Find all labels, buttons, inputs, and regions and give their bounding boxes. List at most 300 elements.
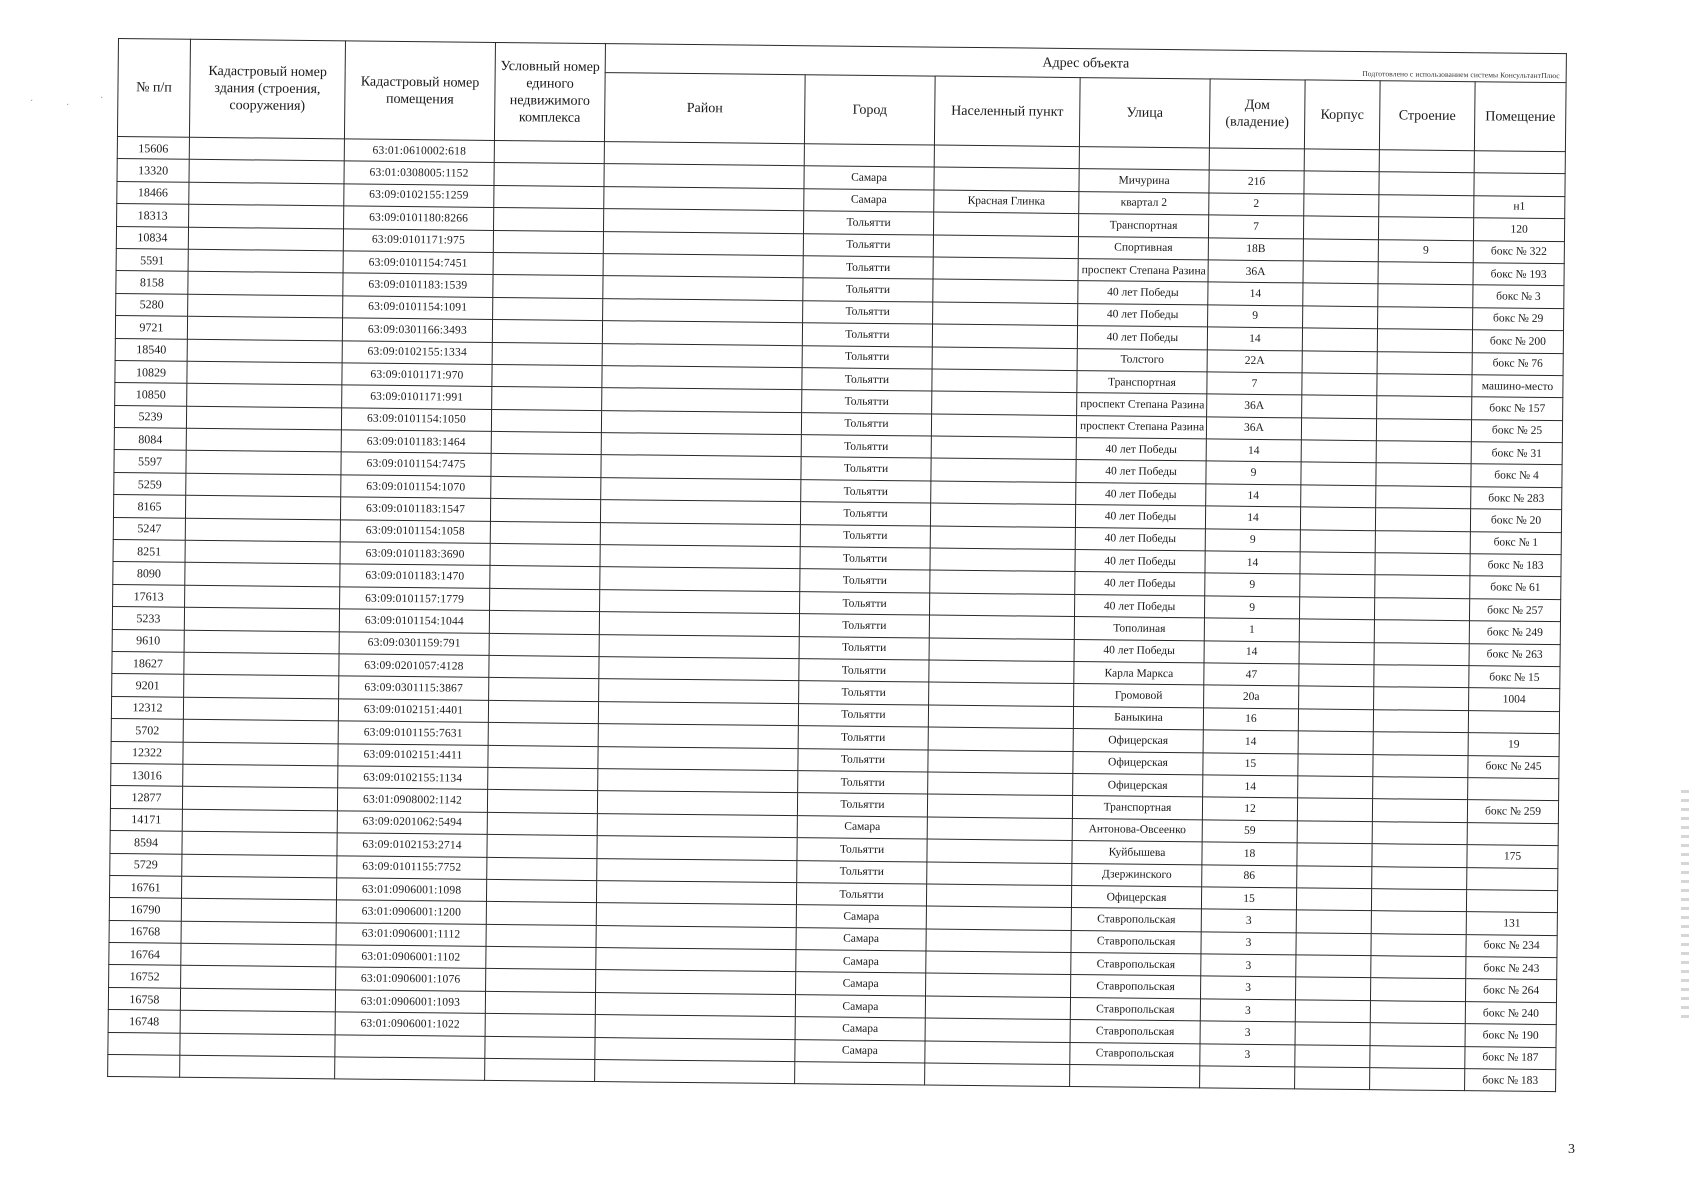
cell-building-cadastral xyxy=(183,764,338,788)
cell-city: Тольятти xyxy=(800,502,930,526)
cell-street: Офицерская xyxy=(1073,751,1203,775)
cell-room: бокс № 249 xyxy=(1469,621,1560,644)
cell-korpus xyxy=(1300,552,1375,575)
cell-building-cadastral xyxy=(181,943,336,967)
cell-house: 14 xyxy=(1203,775,1298,798)
cell-num: 13016 xyxy=(111,763,183,786)
cell-building-cadastral xyxy=(185,540,340,564)
cell-city xyxy=(804,144,934,168)
document-sheet xyxy=(107,38,1566,1113)
cell-district xyxy=(604,209,804,233)
cell-num: 8165 xyxy=(113,495,185,518)
cell-building: 9 xyxy=(1378,239,1473,262)
cell-district xyxy=(601,410,801,434)
cell-num: 18627 xyxy=(112,651,184,674)
cell-building xyxy=(1371,956,1466,979)
cell-street: 40 лет Победы xyxy=(1074,639,1204,663)
cell-settlement xyxy=(926,884,1071,908)
cell-settlement xyxy=(925,1018,1070,1042)
cell-room-cadastral: 63:09:0102153:2714 xyxy=(337,833,487,857)
cell-room-cadastral: 63:09:0102155:1334 xyxy=(342,340,492,364)
cell-street: 40 лет Победы xyxy=(1076,460,1206,484)
cell-city: Тольятти xyxy=(797,860,927,884)
cell-num: 5259 xyxy=(114,472,186,495)
cell-house: 3 xyxy=(1200,999,1295,1022)
cell-building-cadastral xyxy=(188,294,343,318)
cell-korpus xyxy=(1303,216,1378,239)
cell-room: бокс № 234 xyxy=(1466,934,1557,957)
cell-building-cadastral xyxy=(186,473,341,497)
cell-building xyxy=(1370,1068,1465,1091)
cell-house: 3 xyxy=(1201,932,1296,955)
cell-complex-number xyxy=(494,163,604,187)
cell-district xyxy=(599,657,799,681)
cell-district xyxy=(600,522,800,546)
cell-room-cadastral: 63:09:0101154:1050 xyxy=(341,408,491,432)
cell-district xyxy=(596,880,796,904)
cell-house: 22А xyxy=(1207,349,1302,372)
cell-room: бокс № 61 xyxy=(1470,576,1561,599)
cell-settlement xyxy=(927,839,1072,863)
cell-house: 3 xyxy=(1200,1021,1295,1044)
cell-room: бокс № 190 xyxy=(1465,1024,1556,1047)
cell-city: Самара xyxy=(804,166,934,190)
cell-building xyxy=(1376,463,1471,486)
cell-settlement xyxy=(932,347,1077,371)
cell-korpus xyxy=(1296,888,1371,911)
cell-korpus xyxy=(1303,238,1378,261)
cell-room: бокс № 263 xyxy=(1469,643,1560,666)
cell-complex-number xyxy=(485,1058,595,1082)
cell-house: 3 xyxy=(1201,954,1296,977)
cell-complex-number xyxy=(486,924,596,948)
cell-house: 1 xyxy=(1204,618,1299,641)
cell-room: бокс № 183 xyxy=(1470,554,1561,577)
cell-settlement xyxy=(929,660,1074,684)
cell-street: 40 лет Победы xyxy=(1075,550,1205,574)
cell-building-cadastral xyxy=(182,787,337,811)
cell-city: Тольятти xyxy=(797,838,927,862)
cell-building xyxy=(1371,933,1466,956)
cell-street: 40 лет Победы xyxy=(1077,326,1207,350)
cell-room-cadastral: 63:09:0101183:3690 xyxy=(340,542,490,566)
cell-street: Ставропольская xyxy=(1070,997,1200,1021)
cell-district xyxy=(596,903,796,927)
cell-building xyxy=(1376,418,1471,441)
cell-street: Офицерская xyxy=(1071,885,1201,909)
cell-korpus xyxy=(1300,507,1375,530)
cell-house: 12 xyxy=(1202,797,1297,820)
cell-building-cadastral xyxy=(181,876,336,900)
cell-complex-number xyxy=(492,320,602,344)
cell-room-cadastral: 63:09:0102155:1259 xyxy=(344,184,494,208)
cell-street: Тополиная xyxy=(1074,617,1204,641)
cell-room-cadastral: 63:09:0101183:1539 xyxy=(343,273,493,297)
cell-num: 18313 xyxy=(117,204,189,227)
cell-building xyxy=(1370,1045,1465,1068)
cell-building-cadastral xyxy=(185,495,340,519)
cell-building xyxy=(1371,911,1466,934)
cell-num: 16748 xyxy=(108,1010,180,1033)
cell-city: Тольятти xyxy=(801,412,931,436)
cell-district xyxy=(596,948,796,972)
cell-street: Спортивная xyxy=(1078,236,1208,260)
cell-settlement xyxy=(930,570,1075,594)
cell-building xyxy=(1372,799,1467,822)
cell-num: 12322 xyxy=(111,741,183,764)
cell-district xyxy=(601,433,801,457)
cell-korpus xyxy=(1302,395,1377,418)
cell-korpus xyxy=(1299,597,1374,620)
cell-street: 40 лет Победы xyxy=(1074,594,1204,618)
cell-korpus xyxy=(1296,955,1371,978)
cell-district xyxy=(602,365,802,389)
cell-building-cadastral xyxy=(184,630,339,654)
cell-room: бокс № 25 xyxy=(1471,419,1562,442)
cell-num: 8251 xyxy=(113,540,185,563)
cell-building xyxy=(1370,1023,1465,1046)
cell-street: проспект Степана Разина xyxy=(1076,415,1206,439)
cell-city: Тольятти xyxy=(799,681,929,705)
cell-complex-number xyxy=(486,969,596,993)
cell-city: Самара xyxy=(796,950,926,974)
cell-street: Карла Маркса xyxy=(1074,662,1204,686)
cell-building xyxy=(1372,844,1467,867)
cell-complex-number xyxy=(487,857,597,881)
cell-room xyxy=(1474,173,1565,196)
cell-room-cadastral: 63:09:0101154:7475 xyxy=(341,452,491,476)
cell-settlement xyxy=(933,279,1078,303)
cell-building-cadastral xyxy=(187,339,342,363)
cell-room: бокс № 3 xyxy=(1473,285,1564,308)
cell-building xyxy=(1377,351,1472,374)
cell-house: 14 xyxy=(1204,641,1299,664)
cell-city: Тольятти xyxy=(800,524,930,548)
cell-city: Тольятти xyxy=(803,256,933,280)
cell-settlement xyxy=(932,324,1077,348)
cell-street: Дзержинского xyxy=(1072,863,1202,887)
cell-korpus xyxy=(1295,1000,1370,1023)
cell-street: Транспортная xyxy=(1072,796,1202,820)
cell-street: Офицерская xyxy=(1073,729,1203,753)
cell-room xyxy=(1466,890,1557,913)
cell-room-cadastral: 63:09:0101154:1070 xyxy=(341,475,491,499)
cell-room-cadastral: 63:09:0201062:5494 xyxy=(337,811,487,835)
cell-num: 16752 xyxy=(109,965,181,988)
cell-num: 16764 xyxy=(109,943,181,966)
cell-city: Тольятти xyxy=(803,211,933,235)
cell-building-cadastral xyxy=(188,227,343,251)
cell-korpus xyxy=(1298,731,1373,754)
cell-korpus xyxy=(1304,171,1379,194)
cell-street: 40 лет Победы xyxy=(1078,281,1208,305)
cell-room-cadastral: 63:09:0101154:1058 xyxy=(340,519,490,543)
cell-korpus xyxy=(1299,664,1374,687)
header-street: Улица xyxy=(1079,78,1210,148)
cell-room-cadastral: 63:09:0301159:791 xyxy=(339,631,489,655)
cell-district xyxy=(600,589,800,613)
cell-city: Тольятти xyxy=(801,480,931,504)
cell-house xyxy=(1200,1066,1295,1089)
cell-street: 40 лет Победы xyxy=(1075,527,1205,551)
cell-num: 10834 xyxy=(116,226,188,249)
cell-building-cadastral xyxy=(186,428,341,452)
cell-district xyxy=(596,970,796,994)
cell-house: 21б xyxy=(1209,170,1304,193)
cell-room-cadastral: 63:09:0101183:1464 xyxy=(341,430,491,454)
cell-house: 16 xyxy=(1203,708,1298,731)
cell-street: Антонова-Овсеенко xyxy=(1072,818,1202,842)
cell-district xyxy=(597,791,797,815)
cell-room: бокс № 4 xyxy=(1471,464,1562,487)
cell-city: Тольятти xyxy=(802,390,932,414)
header-room: Помещение xyxy=(1474,82,1566,152)
cell-house: 9 xyxy=(1205,529,1300,552)
table-body xyxy=(108,136,1566,1092)
cell-house: 14 xyxy=(1205,551,1300,574)
header-room-cadastral: Кадастровый номер помещения xyxy=(344,41,495,141)
cell-building xyxy=(1377,329,1472,352)
header-settlement: Населенный пункт xyxy=(934,76,1080,147)
cell-building-cadastral xyxy=(186,406,341,430)
cell-house: 9 xyxy=(1205,573,1300,596)
cell-complex-number xyxy=(486,879,596,903)
cell-city: Тольятти xyxy=(802,345,932,369)
cell-complex-number xyxy=(487,812,597,836)
cell-complex-number xyxy=(485,1014,595,1038)
cell-building xyxy=(1379,150,1474,173)
cell-complex-number xyxy=(486,946,596,970)
cell-room-cadastral: 63:09:0101180:8266 xyxy=(344,206,494,230)
cell-building-cadastral xyxy=(181,898,336,922)
cell-room: бокс № 264 xyxy=(1465,979,1556,1002)
cell-settlement xyxy=(928,727,1073,751)
cell-building xyxy=(1373,732,1468,755)
cell-num: 5597 xyxy=(114,450,186,473)
cell-num: 16768 xyxy=(109,920,181,943)
cell-building-cadastral xyxy=(189,137,344,161)
cell-district xyxy=(597,836,797,860)
cell-district xyxy=(602,343,802,367)
cell-room-cadastral: 63:01:0906001:1112 xyxy=(336,923,486,947)
cell-num: 14171 xyxy=(110,808,182,831)
cell-num: 10829 xyxy=(115,360,187,383)
cell-district xyxy=(595,1015,795,1039)
cell-num: 5247 xyxy=(113,517,185,540)
cell-room: бокс № 322 xyxy=(1473,240,1564,263)
cell-room: бокс № 193 xyxy=(1473,263,1564,286)
cell-building-cadastral xyxy=(189,204,344,228)
cell-district xyxy=(604,186,804,210)
cell-settlement xyxy=(930,548,1075,572)
cell-street: 40 лет Победы xyxy=(1076,482,1206,506)
header-complex-number: Условный номер единого недвижимого комплекса xyxy=(494,42,605,141)
cell-num: 9610 xyxy=(112,629,184,652)
cell-settlement xyxy=(927,794,1072,818)
header-num: № п/п xyxy=(117,39,190,138)
cell-district xyxy=(598,701,798,725)
cell-house: 59 xyxy=(1202,820,1297,843)
cell-room xyxy=(1468,710,1559,733)
cell-num xyxy=(108,1032,180,1055)
cell-complex-number xyxy=(493,230,603,254)
cell-korpus xyxy=(1299,686,1374,709)
cell-korpus xyxy=(1297,798,1372,821)
cell-building xyxy=(1370,1001,1465,1024)
cell-house: 14 xyxy=(1208,282,1303,305)
cell-complex-number xyxy=(494,185,604,209)
cell-house: 3 xyxy=(1201,909,1296,932)
cell-room: бокс № 200 xyxy=(1472,330,1563,353)
cell-room: бокс № 157 xyxy=(1472,397,1563,420)
cell-room-cadastral: 63:09:0102155:1134 xyxy=(338,766,488,790)
cell-settlement xyxy=(925,1063,1070,1087)
cell-building-cadastral xyxy=(181,921,336,945)
cell-city: Тольятти xyxy=(799,614,929,638)
cell-korpus xyxy=(1295,1067,1370,1090)
cell-building xyxy=(1375,530,1470,553)
cell-room-cadastral xyxy=(335,1034,485,1058)
cell-room-cadastral: 63:09:0301115:3867 xyxy=(339,676,489,700)
cell-district xyxy=(597,858,797,882)
cell-district xyxy=(596,925,796,949)
cell-house: 36А xyxy=(1206,417,1301,440)
cell-complex-number xyxy=(490,499,600,523)
cell-building xyxy=(1378,306,1473,329)
cell-settlement: Красная Глинка xyxy=(934,190,1079,214)
scan-speck: · xyxy=(30,96,34,107)
cell-complex-number xyxy=(485,991,595,1015)
cell-city: Тольятти xyxy=(799,636,929,660)
cell-num: 15606 xyxy=(117,136,189,159)
cell-street: Ставропольская xyxy=(1071,975,1201,999)
cell-building-cadastral xyxy=(180,1033,335,1057)
cell-complex-number xyxy=(491,409,601,433)
cell-num: 5729 xyxy=(110,853,182,876)
cell-room-cadastral: 63:01:0906001:1098 xyxy=(336,878,486,902)
cell-num: 18466 xyxy=(117,181,189,204)
cell-district xyxy=(598,769,798,793)
cell-complex-number xyxy=(491,432,601,456)
cell-street: 40 лет Победы xyxy=(1078,303,1208,327)
cell-building xyxy=(1378,284,1473,307)
cell-settlement xyxy=(929,638,1074,662)
cell-street: Ставропольская xyxy=(1070,1020,1200,1044)
cell-complex-number xyxy=(488,745,598,769)
cell-settlement xyxy=(928,705,1073,729)
cell-room-cadastral: 63:09:0101183:1547 xyxy=(340,497,490,521)
cell-district xyxy=(599,679,799,703)
cell-house: 14 xyxy=(1207,327,1302,350)
cell-house: 14 xyxy=(1205,506,1300,529)
cell-room: н1 xyxy=(1474,195,1565,218)
cell-complex-number xyxy=(488,700,598,724)
cell-building-cadastral xyxy=(183,697,338,721)
cell-korpus xyxy=(1298,753,1373,776)
cell-korpus xyxy=(1303,261,1378,284)
cell-building-cadastral xyxy=(184,675,339,699)
cell-district xyxy=(600,567,800,591)
cell-complex-number xyxy=(489,611,599,635)
cell-building xyxy=(1373,709,1468,732)
cell-street: Баныкина xyxy=(1073,706,1203,730)
cell-room-cadastral: 63:09:0101154:7451 xyxy=(343,251,493,275)
cell-district xyxy=(603,254,803,278)
cell-room: машино-место xyxy=(1472,375,1563,398)
cell-room-cadastral: 63:01:0610002:618 xyxy=(344,139,494,163)
cell-room: бокс № 243 xyxy=(1466,957,1557,980)
cell-building-cadastral xyxy=(185,518,340,542)
cell-district xyxy=(603,231,803,255)
cell-city: Тольятти xyxy=(800,547,930,571)
cell-settlement xyxy=(933,212,1078,236)
cell-settlement xyxy=(929,593,1074,617)
cell-room: бокс № 240 xyxy=(1465,1002,1556,1025)
cell-building-cadastral xyxy=(185,563,340,587)
cell-complex-number xyxy=(493,252,603,276)
cell-settlement xyxy=(927,817,1072,841)
cell-settlement xyxy=(926,906,1071,930)
cell-num: 5591 xyxy=(116,248,188,271)
header-building: Строение xyxy=(1379,81,1475,151)
cell-settlement xyxy=(934,167,1079,191)
cell-house: 2 xyxy=(1209,193,1304,216)
cell-street: Ставропольская xyxy=(1070,1042,1200,1066)
cell-settlement xyxy=(925,1041,1070,1065)
cell-complex-number xyxy=(490,543,600,567)
cell-house: 15 xyxy=(1201,887,1296,910)
cell-street: Транспортная xyxy=(1077,370,1207,394)
cell-city: Самара xyxy=(797,815,927,839)
cell-building xyxy=(1372,821,1467,844)
cell-settlement xyxy=(933,235,1078,259)
cell-korpus xyxy=(1304,194,1379,217)
cell-street xyxy=(1070,1065,1200,1089)
cell-building-cadastral xyxy=(188,272,343,296)
cell-complex-number xyxy=(492,387,602,411)
cell-room-cadastral: 63:09:0101157:1779 xyxy=(340,587,490,611)
cell-korpus xyxy=(1300,574,1375,597)
cell-city: Тольятти xyxy=(800,569,930,593)
cell-complex-number xyxy=(490,566,600,590)
cell-city: Тольятти xyxy=(798,726,928,750)
cell-num: 10850 xyxy=(115,383,187,406)
cell-room xyxy=(1468,778,1559,801)
cell-district xyxy=(604,142,804,166)
cell-city: Тольятти xyxy=(803,278,933,302)
cell-num: 17613 xyxy=(113,584,185,607)
cell-building xyxy=(1374,687,1469,710)
cell-building-cadastral xyxy=(184,607,339,631)
cell-num: 12877 xyxy=(110,786,182,809)
cell-room: бокс № 183 xyxy=(1465,1069,1556,1092)
cell-city: Тольятти xyxy=(798,748,928,772)
cell-complex-number xyxy=(487,835,597,859)
cell-building-cadastral xyxy=(185,585,340,609)
cell-house: 15 xyxy=(1203,752,1298,775)
cell-settlement xyxy=(926,929,1071,953)
cell-settlement xyxy=(925,996,1070,1020)
cell-num: 5280 xyxy=(116,293,188,316)
cell-room-cadastral: 63:09:0101183:1470 xyxy=(340,564,490,588)
cell-house: 9 xyxy=(1208,305,1303,328)
cell-district xyxy=(595,1037,795,1061)
cell-korpus xyxy=(1303,283,1378,306)
cell-building-cadastral xyxy=(180,1055,335,1079)
cell-city: Тольятти xyxy=(803,233,933,257)
cell-city: Тольятти xyxy=(802,368,932,392)
cell-city xyxy=(795,1062,925,1086)
